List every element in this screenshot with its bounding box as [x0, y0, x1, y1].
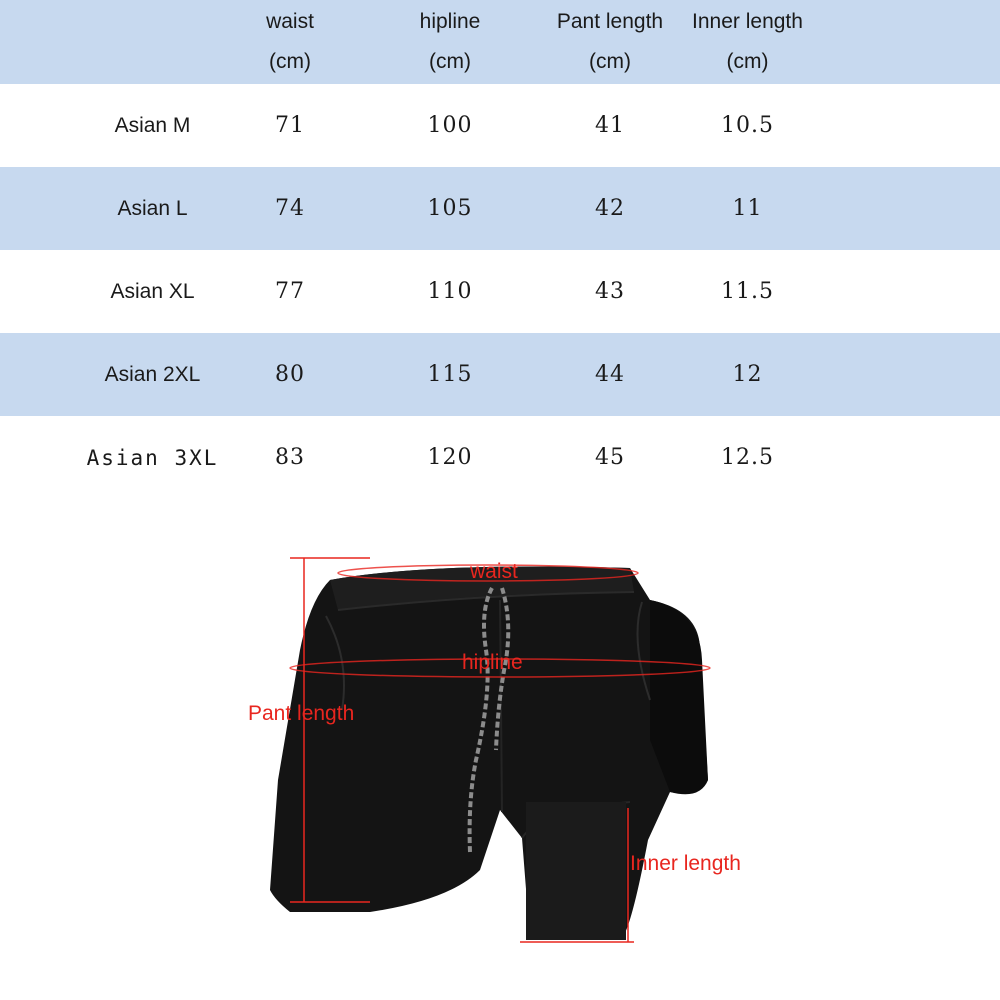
pant-length-cell: 43	[595, 279, 625, 304]
shorts-illustration	[230, 540, 790, 970]
hipline-cell: 100	[427, 113, 473, 138]
waist-annotation: waist	[470, 560, 518, 583]
waist-cell: 74	[275, 196, 305, 221]
size-cell: Asian 2XL	[104, 362, 201, 386]
inner-length-cell: 11.5	[721, 279, 774, 304]
hipline-cell: 120	[427, 445, 473, 470]
inner-length-cell: 10.5	[721, 113, 774, 138]
header-label: Inner length	[692, 10, 803, 33]
table-row	[0, 84, 1000, 167]
size-cell: Asian M	[114, 113, 191, 137]
inner-length-cell: 12.5	[721, 445, 774, 470]
header-label: hipline	[419, 10, 481, 33]
hipline-cell: 105	[427, 196, 473, 221]
table-row	[0, 167, 1000, 250]
table-row	[0, 333, 1000, 416]
header-label: waist	[266, 10, 314, 33]
header-hipline	[380, 0, 520, 84]
pant-length-cell: 44	[595, 362, 625, 387]
header-unit: (cm)	[726, 50, 769, 73]
size-cell: Asian 3XL	[86, 445, 219, 470]
size-cell: Asian L	[117, 196, 188, 220]
waist-cell: 80	[275, 362, 305, 387]
table-header-row	[0, 0, 1000, 84]
size-chart-table	[0, 0, 1000, 499]
header-waist	[230, 0, 350, 84]
pant-length-cell: 45	[595, 445, 625, 470]
waist-cell: 77	[275, 279, 305, 304]
header-inner-length	[675, 0, 820, 84]
header-unit: (cm)	[269, 50, 311, 73]
waist-cell: 71	[275, 113, 305, 138]
header-unit: (cm)	[429, 50, 471, 73]
inner-length-cell: 12	[732, 362, 763, 387]
inner-length-annotation: Inner length	[630, 852, 741, 875]
pant-length-annotation: Pant length	[248, 702, 355, 725]
pant-length-cell: 42	[595, 196, 625, 221]
hipline-cell: 110	[427, 279, 473, 304]
table-row	[0, 416, 1000, 499]
waist-cell: 83	[275, 445, 305, 470]
header-label: Pant length	[556, 10, 664, 33]
shorts-body	[270, 567, 708, 941]
table-row	[0, 250, 1000, 333]
header-unit: (cm)	[589, 50, 631, 73]
hipline-cell: 115	[427, 362, 473, 387]
pant-length-cell: 41	[595, 113, 625, 138]
shorts-measurement-diagram	[230, 540, 790, 970]
size-cell: Asian XL	[110, 279, 195, 303]
hipline-annotation: hipline	[462, 651, 523, 674]
inner-length-cell: 11	[732, 196, 763, 221]
header-pant-length	[540, 0, 680, 84]
inner-liner	[526, 802, 626, 940]
